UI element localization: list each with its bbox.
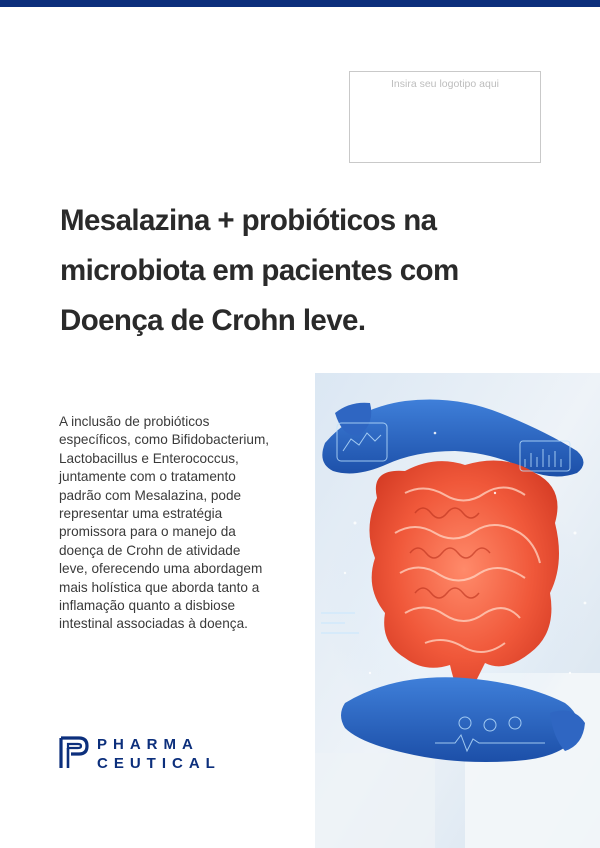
title-line: Mesalazina + probióticos na (60, 204, 437, 237)
brand-name-line2: CEUTICAL (97, 755, 221, 772)
page-title (60, 196, 530, 346)
hero-illustration (315, 373, 600, 848)
body-line: Lactobacillus e Enterococcus, (59, 450, 239, 466)
body-line: promissora para o manejo da (59, 524, 236, 540)
body-line: intestinal associadas à doença. (59, 616, 248, 632)
body-paragraph (59, 413, 291, 634)
title-line: Doença de Crohn leve. (60, 304, 366, 337)
body-line: específicos, como Bifidobacterium, (59, 432, 270, 448)
body-line: doença de Crohn de atividade (59, 542, 241, 558)
body-line: inflamação quanto a disbiose (59, 598, 236, 614)
logo-placeholder-box[interactable] (349, 71, 541, 163)
body-line: leve, oferecendo uma abordagem (59, 561, 263, 577)
brand-name-line1: PHARMA (97, 736, 199, 753)
brand-logo (59, 736, 219, 776)
body-line: mais holística que aborda tanto a (59, 579, 260, 595)
body-line: A inclusão de probióticos (59, 414, 210, 429)
brand-mark-icon (59, 736, 91, 770)
body-line: representar uma estratégia (59, 506, 223, 522)
coat-shape (315, 753, 435, 848)
top-bar (0, 0, 600, 7)
body-line: padrão com Mesalazina, pode (59, 487, 242, 503)
logo-placeholder-text: Insira seu logotipo aqui (391, 78, 499, 90)
body-line: juntamente com o tratamento (59, 469, 236, 485)
title-line: microbiota em pacientes com (60, 254, 459, 287)
